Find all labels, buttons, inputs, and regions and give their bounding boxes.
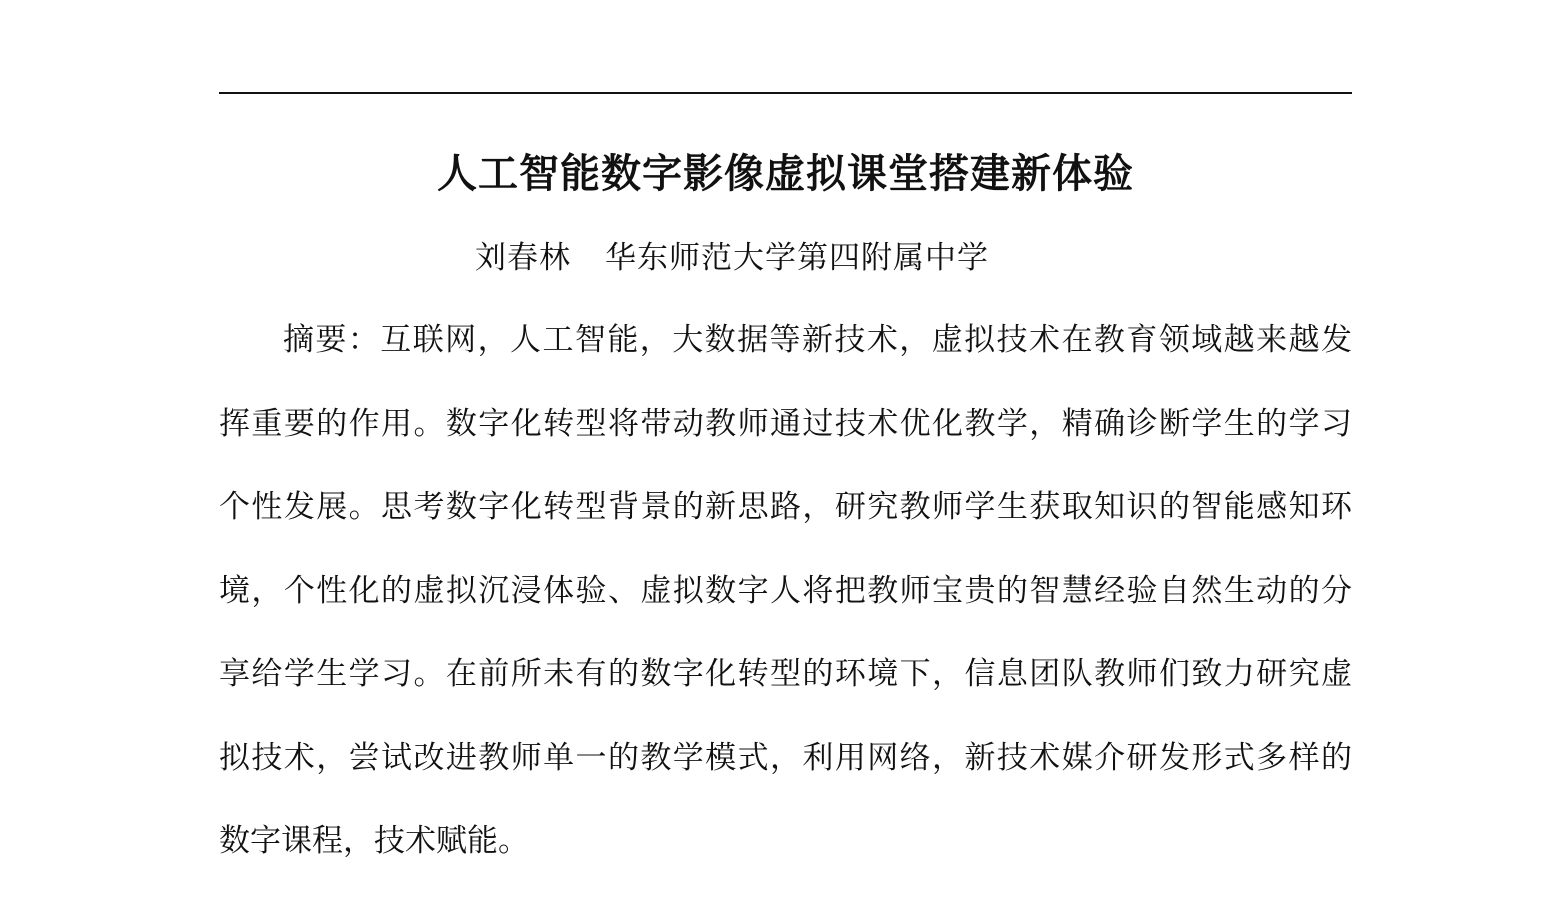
affiliation: 华东师范大学第四附属中学: [605, 240, 989, 276]
abstract-line-3: 个性发展。思考数字化转型背景的新思路，研究教师学生获取知识的智能感知环: [219, 489, 1352, 525]
abstract-line-1: 摘要：互联网，人工智能，大数据等新技术，虚拟技术在教育领域越来越发: [283, 322, 1352, 358]
author-affiliation-line: [475, 236, 989, 280]
abstract-line-5: 享给学生学习。在前所未有的数字化转型的环境下，信息团队教师们致力研究虚: [219, 656, 1352, 692]
abstract-line-4: 境，个性化的虚拟沉浸体验、虚拟数字人将把教师宝贵的智慧经验自然生动的分: [219, 572, 1352, 609]
abstract-line-7: 数字课程，技术赋能。: [219, 823, 529, 859]
document-title: 人工智能数字影像虚拟课堂搭建新体验: [437, 151, 1134, 197]
abstract-line-2: 挥重要的作用。数字化转型将带动教师通过技术优化教学，精确诊断学生的学习: [219, 405, 1352, 442]
abstract-paragraph: [219, 312, 1352, 897]
author-name: 刘春林: [475, 240, 571, 276]
top-horizontal-rule: [219, 92, 1352, 94]
abstract-line-6: 拟技术，尝试改进教师单一的教学模式，利用网络，新技术媒介研发形式多样的: [219, 739, 1352, 776]
